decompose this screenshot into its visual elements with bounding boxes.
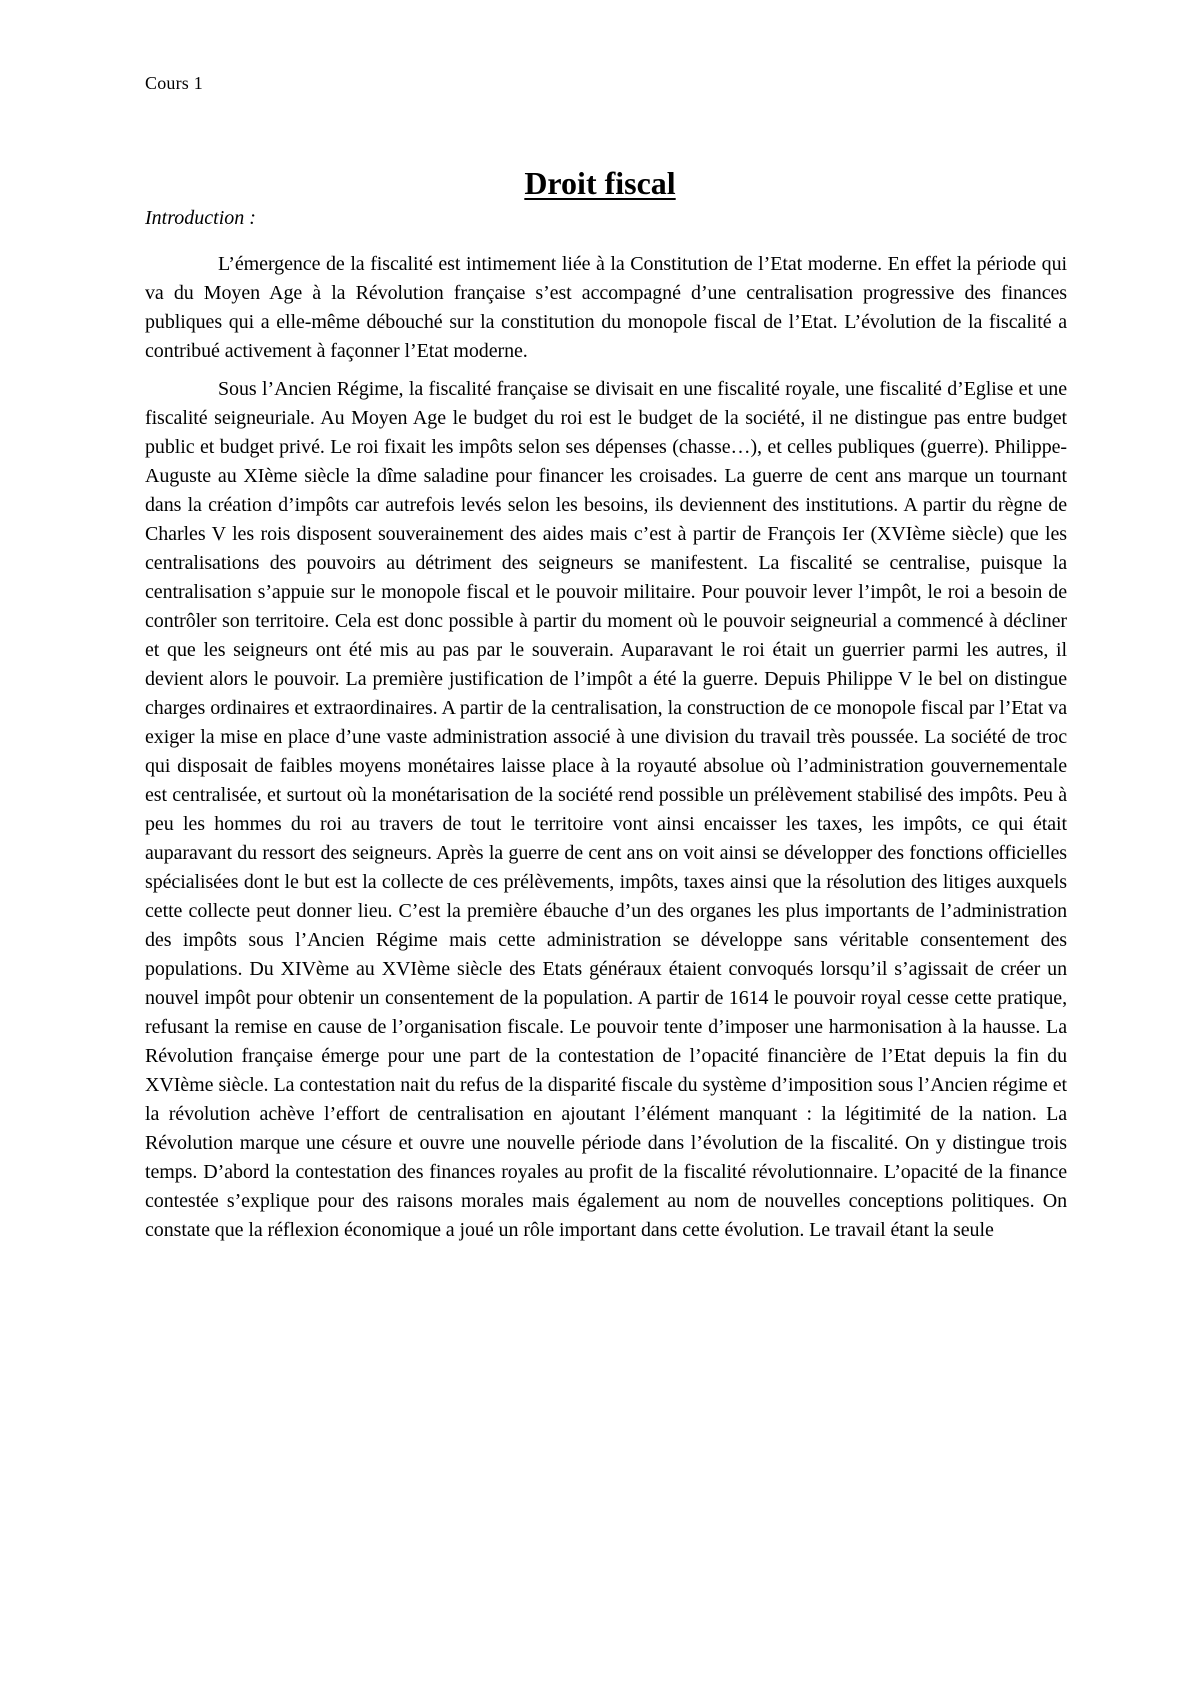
introduction-heading: Introduction : [145,207,256,229]
course-label: Cours 1 [145,73,203,93]
document-body [145,250,1067,1254]
document-title: Droit fiscal [524,165,676,202]
paragraph-1: L’émergence de la fiscalité est intimement liée à la Constitution de l’Etat moderne. En effet la période qui va du Moyen Age à la Révolution française s’est accompagné d’une centralisation progressive des finances publiques qui a elle-même débouché sur la constitution du monopole fiscal de l’Etat. L’évolution de la fiscalité a contribué activement à façonner l’Etat moderne. [145,253,1067,362]
paragraph-2: Sous l’Ancien Régime, la fiscalité française se divisait en une fiscalité royale, une fiscalité d’Eglise et une fiscalité seigneuriale. Au Moyen Age le budget du roi est le budget de la société, il ne distingue pas entre budget public et budget privé. Le roi fixait les impôts selon ses dépenses (chasse…), et celles publiques (guerre). Philippe-Auguste au XIème siècle la dîme saladine pour financer les croisades. La guerre de cent ans marque un tournant dans la création d’impôts car autrefois levés selon les besoins, ils deviennent des institutions. A partir du règne de Charles V les rois disposent souverainement des aides mais c’est à partir de François Ier (XVIème siècle) que les centralisations des pouvoirs au détriment des seigneurs se manifestent. La fiscalité se centralise, puisque la centralisation s’appuie sur le monopole fiscal et le pouvoir militaire. Pour pouvoir lever l’impôt, le roi a besoin de contrôler son territoire. Cela est donc possible à partir du moment où le pouvoir seigneurial a commencé à décliner et que les seigneurs ont été mis au pas par le souverain. Auparavant le roi était un guerrier parmi les autres, il devient alors le pouvoir. La première justification de l’impôt a été la guerre. Depuis Philippe V le bel on distingue charges ordinaires et extraordinaires. A partir de la centralisation, la construction de ce monopole fiscal par l’Etat va exiger la mise en place d’une vaste administration associé à une division du travail très poussée. La société de troc qui disposait de faibles moyens monétaires laisse place à la royauté absolue où l’administration gouvernementale est centralisée, et surtout où la monétarisation de la société rend possible un prélèvement stabilisé des impôts. Peu à peu les hommes du roi au travers de tout le territoire vont ainsi encaisser les taxes, les impôts, ce qui était auparavant du ressort des seigneurs. Après la guerre de cent ans on voit ainsi se développer des fonctions officielles spécialisées dont le but est la collecte de ces prélèvements, impôts, taxes ainsi que la résolution des litiges auxquels cette collecte peut donner lieu. C’est la première ébauche d’un des organes les plus importants de l’administration des impôts sous l’Ancien Régime mais cette administration se développe sans véritable consentement des populations. Du XIVème au XVIème siècle des Etats généraux étaient convoqués lorsqu’il s’agissait de créer un nouvel impôt pour obtenir un consentement de la population. A partir de 1614 le pouvoir royal cesse cette pratique, refusant la remise en cause de l’organisation fiscale. Le pouvoir tente d’imposer une harmonisation à la hausse. La Révolution française émerge pour une part de la contestation de l’opacité financière de l’Etat depuis la fin du XVIème siècle. La contestation nait du refus de la disparité fiscale du système d’imposition sous l’Ancien régime et la révolution achève l’effort de centralisation en ajoutant l’élément manquant : la légitimité de la nation. La Révolution marque une césure et ouvre une nouvelle période dans l’évolution de la fiscalité. On y distingue trois temps. D’abord la contestation des finances royales au profit de la fiscalité révolutionnaire. L’opacité de la finance contestée s’explique pour des raisons morales mais également au nom de nouvelles conceptions politiques. On constate que la réflexion économique a joué un rôle important dans cette évolution. Le travail étant la seule [145,378,1067,1241]
